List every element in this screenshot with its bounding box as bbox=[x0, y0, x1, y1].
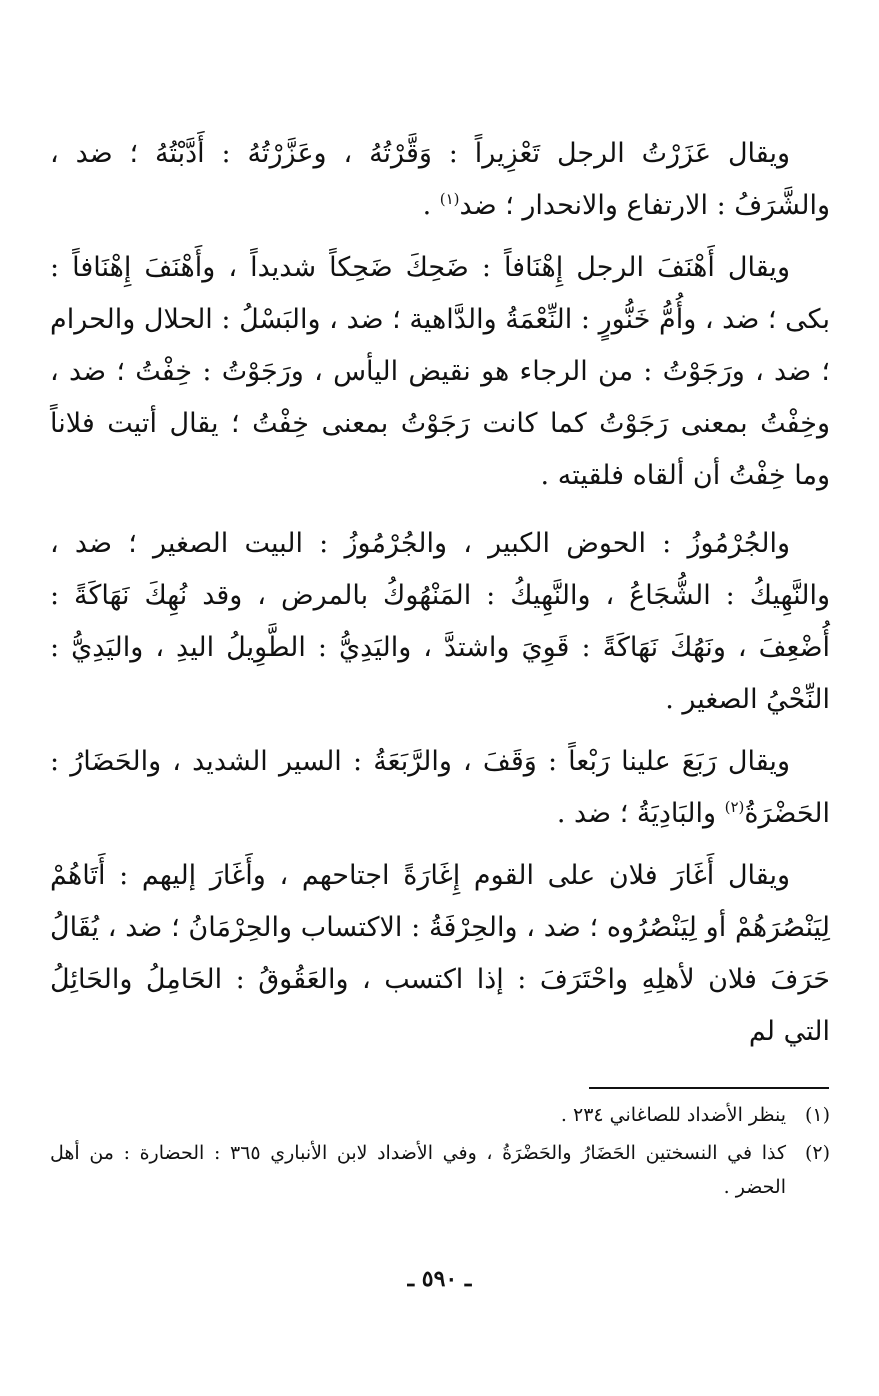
paragraph-4-text: ويقال رَبَعَ علينا رَبْعاً : وَقَفَ ، والرَّبَعَةُ : السير الشديد ، والحَضَارُ : الحَضْرَةُ bbox=[50, 746, 830, 829]
paragraph-4-end: والبَادِيَةُ ؛ ضد . bbox=[556, 798, 725, 829]
footnote-2-number: (٢) bbox=[804, 1142, 830, 1164]
paragraph-1-end: . bbox=[422, 190, 440, 221]
footnote-marker-1: (١) bbox=[439, 190, 460, 208]
paragraph-3: والجُرْمُوزُ : الحوض الكبير ، والجُرْمُوزُ : البيت الصغير ؛ ضد ، والنَّهِيكُ : الشُّجَاعُ ، والنَّهِيكُ : المَنْهُوكُ بالمرض ، وقد نُهِكَ نَهَاكَةً : أُضْعِفَ ، ونَهُكَ نَهَاكَةً : قَوِيَ واشتدَّ ، واليَدِيُّ : الطَّوِيلُ اليدِ ، واليَدِيُّ : النِّحْيُ الصغير . bbox=[50, 528, 830, 715]
footnote-1-number: (١) bbox=[804, 1104, 830, 1126]
footnote-1-text: ينظر الأضداد للصاغاني ٢٣٤ . bbox=[560, 1104, 786, 1126]
main-text bbox=[50, 128, 830, 1058]
footnotes bbox=[50, 1098, 830, 1208]
page-body bbox=[50, 128, 830, 1058]
paragraph-1-text: ويقال عَزَرْتُ الرجل تَعْزِيراً : وَقَّرْتُهُ ، وعَزَّرْتُهُ : أَدَّبْتُهُ ؛ ضد ، والشَّرَفُ : الارتفاع والانحدار ؛ ضد bbox=[50, 138, 830, 221]
paragraph-4 bbox=[50, 736, 830, 840]
footnote-2-text: كذا في النسختين الحَضَارُ والحَضْرَةُ ، وفي الأضداد لابن الأنباري ٣٦٥ : الحضارة : من أهل الحضر . bbox=[50, 1142, 786, 1198]
paragraph-1 bbox=[50, 128, 830, 232]
footnote-marker-2: (٢) bbox=[724, 798, 745, 816]
footnote-1 bbox=[50, 1098, 830, 1132]
paragraph-2: ويقال أَهْنَفَ الرجل إِهْنَافاً : ضَحِكَ ضَحِكاً شديداً ، وأَهْنَفَ إِهْنَافاً : بكى ؛ ضد ، وأُمُّ خَنُّورٍ : النِّعْمَةُ والدَّاهية ؛ ضد ، والبَسْلُ : الحلال والحرام ؛ ضد ، ورَجَوْتُ : من الرجاء هو نقيض اليأس ، ورَجَوْتُ : خِفْتُ ؛ ضد ، وخِفْتُ بمعنى رَجَوْتُ كما كانت رَجَوْتُ بمعنى خِفْتُ ؛ يقال أتيت فلاناً وما خِفْتُ أن ألقاه فلقيته . bbox=[50, 252, 830, 491]
page-number: ـ ٥٩٠ ـ bbox=[407, 1266, 472, 1292]
footnote-2 bbox=[50, 1136, 830, 1204]
footnote-divider bbox=[589, 1087, 829, 1089]
paragraph-5: ويقال أَغَارَ فلان على القوم إِغَارَةً اجتاحهم ، وأَغَارَ إليهم : أَتَاهُمْ لِيَنْصُرَهُمْ أو لِيَنْصُرُوه ؛ ضد ، والحِرْفَةُ : الاكتساب والحِرْمَانُ ؛ ضد ، يُقَالُ حَرَفَ فلان لأهلِهِ واحْتَرَفَ : إذا اكتسب ، والعَقُوقُ : الحَامِلُ والحَائِلُ التي لم bbox=[50, 860, 830, 1047]
